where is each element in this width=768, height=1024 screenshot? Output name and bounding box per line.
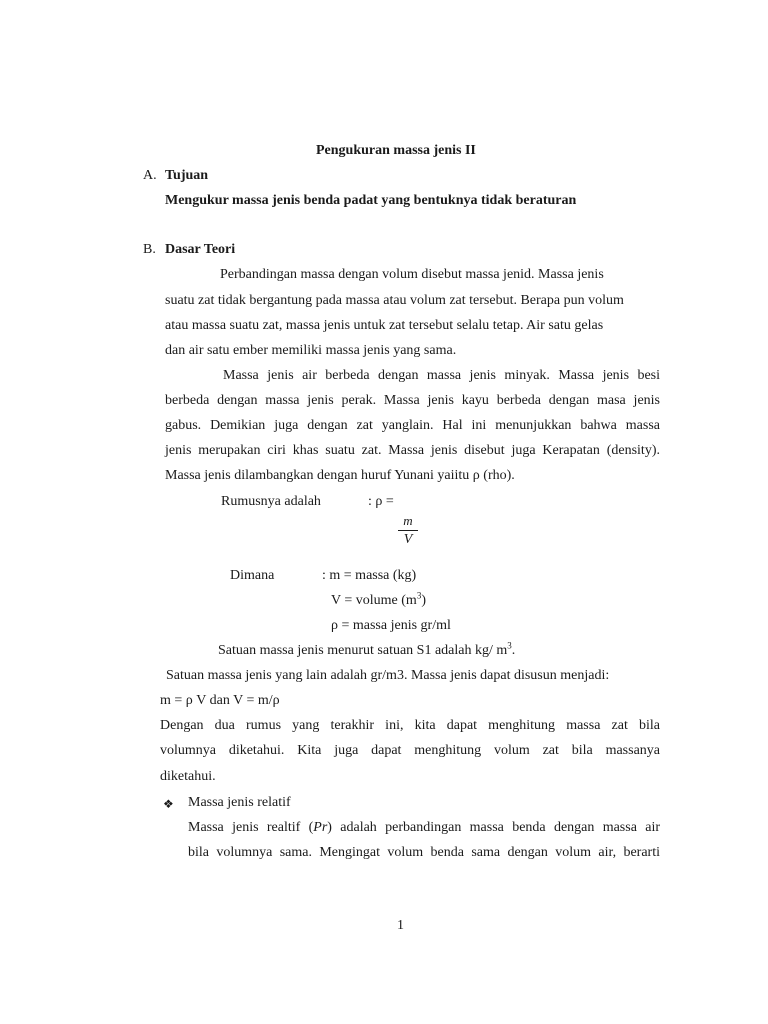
rearranged-formula: m = ρ V dan V = m/ρ xyxy=(160,693,280,708)
subsection-title: Massa jenis relatif xyxy=(188,795,291,810)
para2-line: gabus. Demikian juga dengan zat yanglain. Hal ini menunjukkan bahwa massa xyxy=(165,418,660,433)
fraction-denominator: V xyxy=(403,532,413,547)
para4-rest: ) adalah perbandingan massa benda dengan massa air xyxy=(327,820,661,835)
document-title: Pengukuran massa jenis II xyxy=(316,143,476,158)
section-a-heading: Tujuan xyxy=(165,168,209,183)
para3-line: volumnya diketahui. Kita juga dapat menghitung volum zat bila massanya xyxy=(160,743,660,758)
section-b-heading: Dasar Teori xyxy=(165,242,236,257)
si-unit-text: Satuan massa jenis menurut satuan S1 adalah kg/ m xyxy=(218,643,508,658)
where-item-mass: : m = massa (kg) xyxy=(322,568,417,583)
para2-line: berbeda dengan massa jenis perak. Massa jenis kayu berbeda dengan masa jenis xyxy=(165,393,660,408)
section-a-marker: A. xyxy=(143,168,157,183)
para1-line: atau massa suatu zat, massa jenis untuk zat tersebut selalu tetap. Air satu gelas xyxy=(165,318,604,333)
para1-line: dan air satu ember memiliki massa jenis yang sama. xyxy=(165,343,457,358)
si-unit-line xyxy=(218,642,515,660)
objective-text: Mengukur massa jenis benda padat yang bentuknya tidak beraturan xyxy=(165,193,577,208)
formula-equals: : ρ = xyxy=(368,494,394,509)
para4-line: bila volumnya sama. Mengingat volum benda sama dengan volum air, berarti xyxy=(188,845,660,860)
volume-exponent: 3 xyxy=(416,590,422,601)
fraction-bar xyxy=(398,530,418,531)
page-number: 1 xyxy=(397,918,404,933)
fraction-numerator: m xyxy=(403,513,413,528)
para4-line xyxy=(188,819,660,837)
si-unit-end: . xyxy=(511,643,516,658)
bullet-diamond-icon: ❖ xyxy=(163,797,174,811)
para4-symbol: Pr xyxy=(313,820,328,835)
si-unit-exponent: 3 xyxy=(507,640,512,651)
other-unit-line: Satuan massa jenis yang lain adalah gr/m3. Massa jenis dapat disusun menjadi: xyxy=(166,668,610,683)
where-label: Dimana xyxy=(230,568,275,583)
volume-close: ) xyxy=(421,593,426,608)
para2-line: Massa jenis dilambangkan dengan huruf Yunani yaiitu ρ (rho). xyxy=(165,468,515,483)
para4-start: Massa jenis realtif ( xyxy=(188,820,314,835)
para1-line: Perbandingan massa dengan volum disebut massa jenid. Massa jenis xyxy=(220,267,604,282)
section-b-marker: B. xyxy=(143,242,156,257)
where-item-volume xyxy=(331,592,426,610)
para3-line: Dengan dua rumus yang terakhir ini, kita dapat menghitung massa zat bila xyxy=(160,718,660,733)
para2-line: jenis merupakan ciri khas suatu zat. Massa jenis disebut juga Kerapatan (density). xyxy=(165,443,660,458)
para2-line: Massa jenis air berbeda dengan massa jenis minyak. Massa jenis besi xyxy=(223,368,660,383)
density-fraction xyxy=(398,514,418,547)
formula-label: Rumusnya adalah xyxy=(221,494,321,509)
where-item-density: ρ = massa jenis gr/ml xyxy=(331,618,451,633)
para3-line: diketahui. xyxy=(160,769,216,784)
para1-line: suatu zat tidak bergantung pada massa atau volum zat tersebut. Berapa pun volum xyxy=(165,293,624,308)
volume-text: V = volume (m xyxy=(331,593,417,608)
